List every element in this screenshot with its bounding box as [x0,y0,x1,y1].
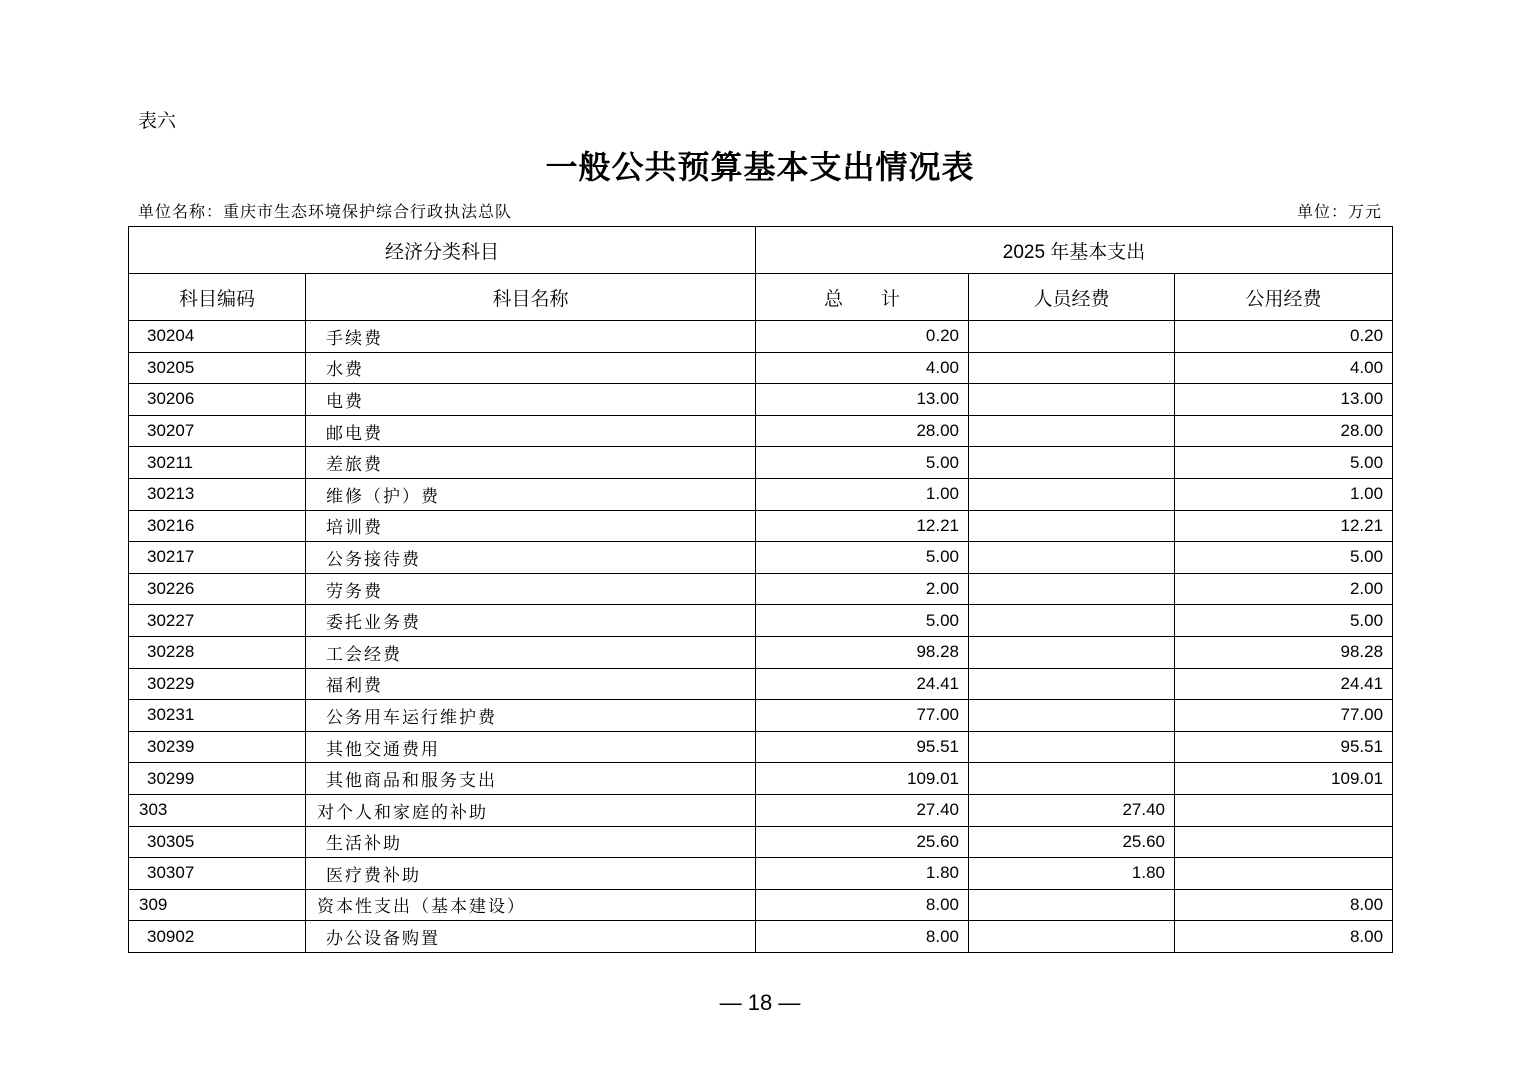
header-total: 总 计 [756,274,969,321]
cell-total: 5.00 [756,605,969,637]
cell-subject-name: 资本性支出（基本建设） [306,889,756,921]
cell-total: 5.00 [756,447,969,479]
cell-subject-name: 福利费 [306,668,756,700]
table-row [129,321,1393,353]
table-row [129,858,1393,890]
cell-subject-code: 30216 [129,510,306,542]
cell-subject-name: 水费 [306,352,756,384]
cell-subject-code: 30902 [129,921,306,953]
cell-subject-name: 医疗费补助 [306,858,756,890]
cell-total: 0.20 [756,321,969,353]
cell-total: 77.00 [756,700,969,732]
cell-subject-name: 委托业务费 [306,605,756,637]
cell-total: 1.80 [756,858,969,890]
cell-subject-code: 30207 [129,415,306,447]
cell-subject-code: 30204 [129,321,306,353]
unit-label: 单位：万元 [1296,204,1382,221]
header-public-cost: 公用经费 [1175,274,1393,321]
cell-total: 28.00 [756,415,969,447]
cell-public-cost: 4.00 [1175,352,1393,384]
cell-public-cost: 28.00 [1175,415,1393,447]
unit-name: 单位名称：重庆市生态环境保护综合行政执法总队 [138,204,513,221]
cell-personnel-cost [969,447,1175,479]
cell-public-cost [1175,858,1393,890]
cell-public-cost: 1.00 [1175,478,1393,510]
cell-subject-code: 30305 [129,826,306,858]
header-subject-name: 科目名称 [306,274,756,321]
cell-public-cost: 24.41 [1175,668,1393,700]
cell-personnel-cost [969,636,1175,668]
table-row [129,668,1393,700]
cell-personnel-cost [969,352,1175,384]
cell-public-cost [1175,826,1393,858]
cell-subject-code: 30231 [129,700,306,732]
cell-subject-name: 公务接待费 [306,542,756,574]
cell-personnel-cost [969,668,1175,700]
cell-public-cost: 2.00 [1175,573,1393,605]
page-number: — 18 — [719,990,801,1015]
cell-subject-name: 劳务费 [306,573,756,605]
cell-personnel-cost [969,321,1175,353]
cell-personnel-cost [969,573,1175,605]
cell-subject-name: 差旅费 [306,447,756,479]
cell-subject-code: 30227 [129,605,306,637]
header-economic-category: 经济分类科目 [129,227,756,274]
table-row [129,826,1393,858]
table-row [129,352,1393,384]
cell-total: 24.41 [756,668,969,700]
table-row [129,921,1393,953]
table-row [129,510,1393,542]
cell-personnel-cost: 1.80 [969,858,1175,890]
cell-public-cost: 12.21 [1175,510,1393,542]
table-row [129,605,1393,637]
cell-personnel-cost [969,478,1175,510]
cell-personnel-cost: 27.40 [969,794,1175,826]
cell-total: 2.00 [756,573,969,605]
cell-personnel-cost [969,731,1175,763]
table-row [129,731,1393,763]
table-label: 表六 [138,111,177,132]
cell-subject-name: 其他交通费用 [306,731,756,763]
cell-subject-code: 303 [129,794,306,826]
cell-personnel-cost [969,384,1175,416]
cell-public-cost: 98.28 [1175,636,1393,668]
cell-personnel-cost [969,700,1175,732]
header-row-group [129,227,1393,274]
table-row [129,636,1393,668]
cell-personnel-cost [969,921,1175,953]
cell-subject-code: 30229 [129,668,306,700]
cell-total: 8.00 [756,889,969,921]
table-row [129,700,1393,732]
cell-public-cost: 13.00 [1175,384,1393,416]
cell-subject-name: 邮电费 [306,415,756,447]
cell-public-cost: 5.00 [1175,605,1393,637]
cell-subject-code: 30228 [129,636,306,668]
cell-subject-name: 其他商品和服务支出 [306,763,756,795]
cell-subject-code: 30211 [129,447,306,479]
cell-public-cost: 109.01 [1175,763,1393,795]
header-row-columns [129,274,1393,321]
cell-public-cost: 5.00 [1175,447,1393,479]
cell-public-cost: 8.00 [1175,921,1393,953]
header-basic-expenditure-2025: 2025 年基本支出 [756,227,1393,274]
table-row [129,794,1393,826]
cell-personnel-cost [969,763,1175,795]
cell-subject-name: 生活补助 [306,826,756,858]
cell-personnel-cost [969,889,1175,921]
cell-subject-code: 30213 [129,478,306,510]
cell-subject-code: 30217 [129,542,306,574]
header-personnel-cost: 人员经费 [969,274,1175,321]
cell-total: 4.00 [756,352,969,384]
cell-personnel-cost [969,510,1175,542]
cell-subject-name: 电费 [306,384,756,416]
table-row [129,384,1393,416]
cell-public-cost: 8.00 [1175,889,1393,921]
cell-total: 8.00 [756,921,969,953]
cell-subject-name: 培训费 [306,510,756,542]
cell-public-cost: 5.00 [1175,542,1393,574]
cell-total: 98.28 [756,636,969,668]
cell-subject-name: 工会经费 [306,636,756,668]
cell-subject-name: 公务用车运行维护费 [306,700,756,732]
cell-total: 109.01 [756,763,969,795]
table-row [129,889,1393,921]
table-row [129,478,1393,510]
cell-personnel-cost [969,415,1175,447]
table-row [129,542,1393,574]
cell-personnel-cost: 25.60 [969,826,1175,858]
cell-public-cost: 77.00 [1175,700,1393,732]
cell-public-cost: 0.20 [1175,321,1393,353]
cell-total: 95.51 [756,731,969,763]
cell-public-cost [1175,794,1393,826]
cell-subject-code: 30206 [129,384,306,416]
budget-table [128,226,1393,953]
cell-public-cost: 95.51 [1175,731,1393,763]
cell-subject-code: 30226 [129,573,306,605]
cell-subject-code: 30299 [129,763,306,795]
header-subject-code: 科目编码 [129,274,306,321]
cell-personnel-cost [969,542,1175,574]
cell-subject-code: 30239 [129,731,306,763]
table-row [129,415,1393,447]
cell-subject-name: 手续费 [306,321,756,353]
cell-total: 25.60 [756,826,969,858]
cell-total: 13.00 [756,384,969,416]
cell-subject-name: 维修（护）费 [306,478,756,510]
cell-subject-name: 办公设备购置 [306,921,756,953]
page-title: 一般公共预算基本支出情况表 [545,149,975,185]
cell-subject-name: 对个人和家庭的补助 [306,794,756,826]
cell-total: 12.21 [756,510,969,542]
cell-subject-code: 309 [129,889,306,921]
cell-subject-code: 30205 [129,352,306,384]
cell-total: 27.40 [756,794,969,826]
table-row [129,573,1393,605]
table-row [129,447,1393,479]
cell-total: 5.00 [756,542,969,574]
table-row [129,763,1393,795]
cell-total: 1.00 [756,478,969,510]
cell-subject-code: 30307 [129,858,306,890]
cell-personnel-cost [969,605,1175,637]
